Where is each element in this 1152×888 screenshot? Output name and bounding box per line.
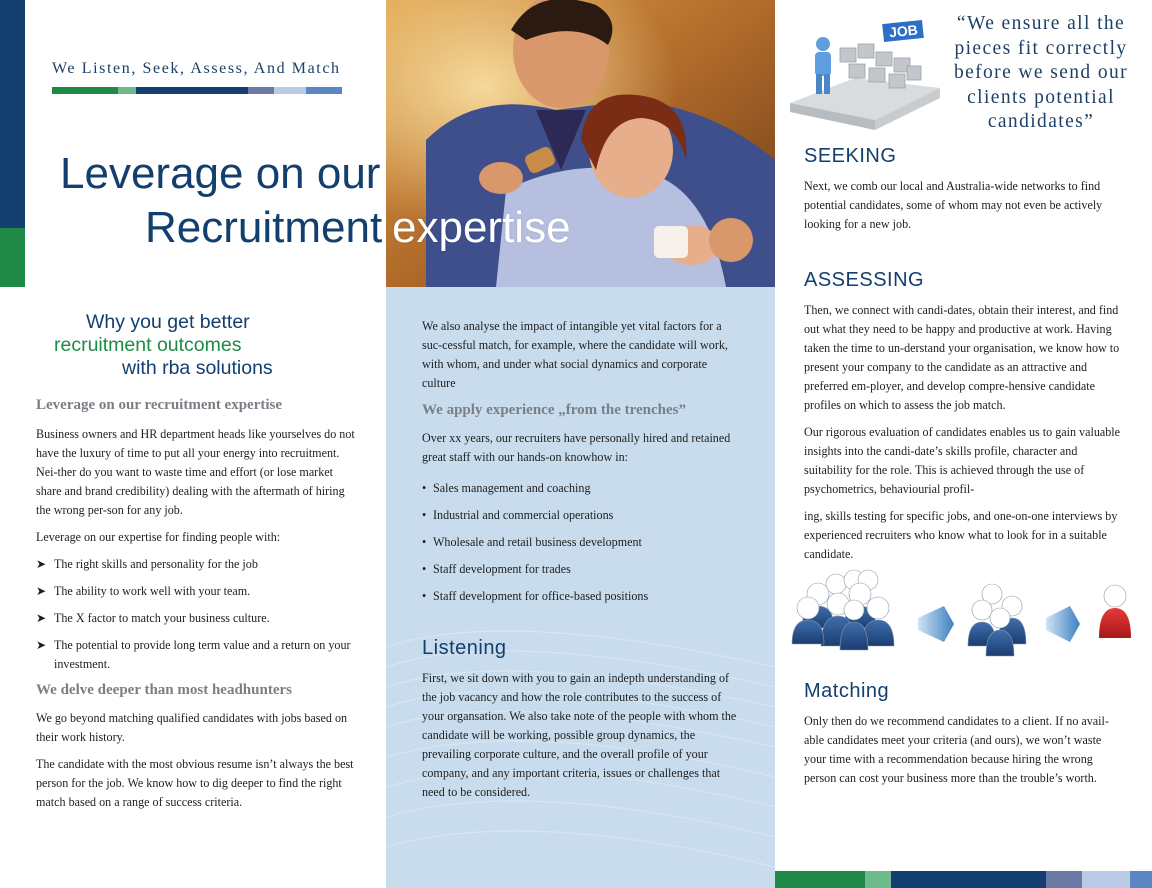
- left-subheading-2-text: We delve deeper than most headhunters: [36, 682, 292, 698]
- dot-bullet-icon: •: [422, 562, 427, 576]
- bullet-text: The potential to provide long term value and a return on your investment.: [54, 638, 351, 671]
- tagline-color-stripe: [52, 87, 342, 94]
- middle-paragraph-1: We also analyse the impact of intangible yet vital factors for a suc-cessful match, for example, where the candidate will work, with whom, and under what social dynamics and corporate culture: [422, 319, 728, 390]
- list-item: [36, 636, 356, 674]
- why-heading-line2: recruitment outcomes: [54, 334, 242, 356]
- list-item: [422, 479, 742, 498]
- seeking-paragraph: Next, we comb our local and Australia-wide networks to find potential candidates, some of whom may not even be actively looking for a new job.: [804, 179, 1103, 231]
- bullet-text: The X factor to match your business culture.: [54, 611, 270, 625]
- list-item: [422, 587, 742, 606]
- list-item: [36, 555, 356, 574]
- why-heading-line1: Why you get better: [86, 311, 250, 333]
- list-item: [36, 582, 356, 601]
- candidate-selection-illustration: [788, 566, 1138, 676]
- middle-subheading-text: We apply experience „from the trenches”: [422, 402, 686, 418]
- tagline: We Listen, Seek, Assess, And Match: [52, 60, 341, 77]
- headline-line1: Leverage on our: [60, 149, 381, 198]
- list-item: [422, 560, 742, 579]
- bullet-text: Sales management and coaching: [433, 481, 591, 495]
- left-subheading-1-text: Leverage on our recruitment expertise: [36, 397, 283, 413]
- headline-line2-part2: expertise: [392, 203, 571, 252]
- bottom-color-stripe: [775, 871, 1152, 888]
- seeking-heading: SEEKING: [804, 145, 897, 167]
- listening-paragraph: First, we sit down with you to gain an indepth understanding of the job vacancy and how the role contributes to the success of your organsation. We also take note of the people with whom the candidate will be working, possible group dynamics, the prevailing corporate culture, and the overall profile of your company, and any important criteria, issues or challenges that need to be considered.: [422, 671, 737, 799]
- left-column-body-2: [36, 709, 361, 820]
- list-item: [36, 609, 356, 628]
- left-column-body: [36, 425, 356, 682]
- bullet-text: Industrial and commercial operations: [433, 508, 614, 522]
- bullet-text: Staff development for office-based positions: [433, 589, 649, 603]
- left-subheading-2: [36, 681, 292, 699]
- arrow-bullet-icon: ➤: [36, 557, 47, 571]
- left-paragraph-3: We go beyond matching qualified candidates with jobs based on their work history.: [36, 711, 348, 744]
- middle-subheading: [422, 401, 686, 419]
- job-sign-text: JOB: [888, 21, 919, 41]
- left-paragraph-4: The candidate with the most obvious resume isn’t always the best person for the job. We know how to dig deeper to find the right match based on a range of success criteria.: [36, 757, 354, 809]
- arrow-bullet-icon: ➤: [36, 611, 47, 625]
- assessing-paragraph-3: ing, skills testing for specific jobs, and one-on-one interviews by experienced recruiters who know what to look for in a suitable candidate.: [804, 509, 1118, 561]
- arrow-bullet-icon: ➤: [36, 638, 47, 652]
- left-bullet-list: [36, 555, 356, 674]
- dot-bullet-icon: •: [422, 481, 427, 495]
- middle-bullet-list: [422, 479, 742, 606]
- job-puzzle-illustration: [785, 8, 943, 134]
- list-item: [422, 506, 742, 525]
- assessing-body: [804, 301, 1126, 572]
- headline-line2-part1: Recruitment: [145, 203, 383, 252]
- listening-heading: Listening: [422, 637, 507, 659]
- assessing-paragraph-1: Then, we connect with candi-dates, obtain their interest, and find out what they need to be happy and productive at work. Having taken the time to un-derstand your organisation, we know how to present your company to the candidate as an attractive and preferred em-ployer, and develop compre-hensive candidate profiles on which to assess the job match.: [804, 303, 1120, 412]
- left-edge-green-bar: [0, 228, 25, 287]
- arrow-bullet-icon: ➤: [36, 584, 47, 598]
- bullet-text: The right skills and personality for the job: [54, 557, 258, 571]
- left-paragraph-2: Leverage on our expertise for finding people with:: [36, 530, 281, 544]
- dot-bullet-icon: •: [422, 535, 427, 549]
- bullet-text: The ability to work well with your team.: [54, 584, 251, 598]
- assessing-paragraph-2: Our rigorous evaluation of candidates enables us to gain valuable insights into the candi-date’s skills profile, character and suitability for the role. This is achieved through the use of psychometrics, behaviourial profil-: [804, 425, 1121, 496]
- matching-heading: Matching: [804, 680, 890, 702]
- middle-paragraph-2: Over xx years, our recruiters have personally hired and retained great staff with our hands-on knowhow in:: [422, 431, 731, 464]
- left-paragraph-1: Business owners and HR department heads like yourselves do not have the luxury of time to put all your energy into recruitment. Nei-ther do you want to waste time and effort (or lose market share and brand credibility) dealing with the aftermath of hiring the wrong per-son for any job.: [36, 427, 355, 517]
- middle-column-body: [422, 429, 742, 614]
- assessing-heading: ASSESSING: [804, 269, 925, 291]
- left-subheading-1: [36, 396, 282, 414]
- left-edge-blue-bar: [0, 0, 25, 228]
- quote: “We ensure all the pieces fit correctly before we send our clients potential candidates”: [953, 13, 1129, 132]
- bullet-text: Wholesale and retail business development: [433, 535, 642, 549]
- dot-bullet-icon: •: [422, 508, 427, 522]
- bullet-text: Staff development for trades: [433, 562, 571, 576]
- list-item: [422, 533, 742, 552]
- matching-paragraph: Only then do we recommend candidates to a client. If no avail-able candidates meet your criteria (and ours), we won’t waste your time with a recommendation because hiring the wrong person can cost your business more than the trouble’s worth.: [804, 714, 1109, 785]
- dot-bullet-icon: •: [422, 589, 427, 603]
- why-heading-line3: with rba solutions: [122, 357, 273, 379]
